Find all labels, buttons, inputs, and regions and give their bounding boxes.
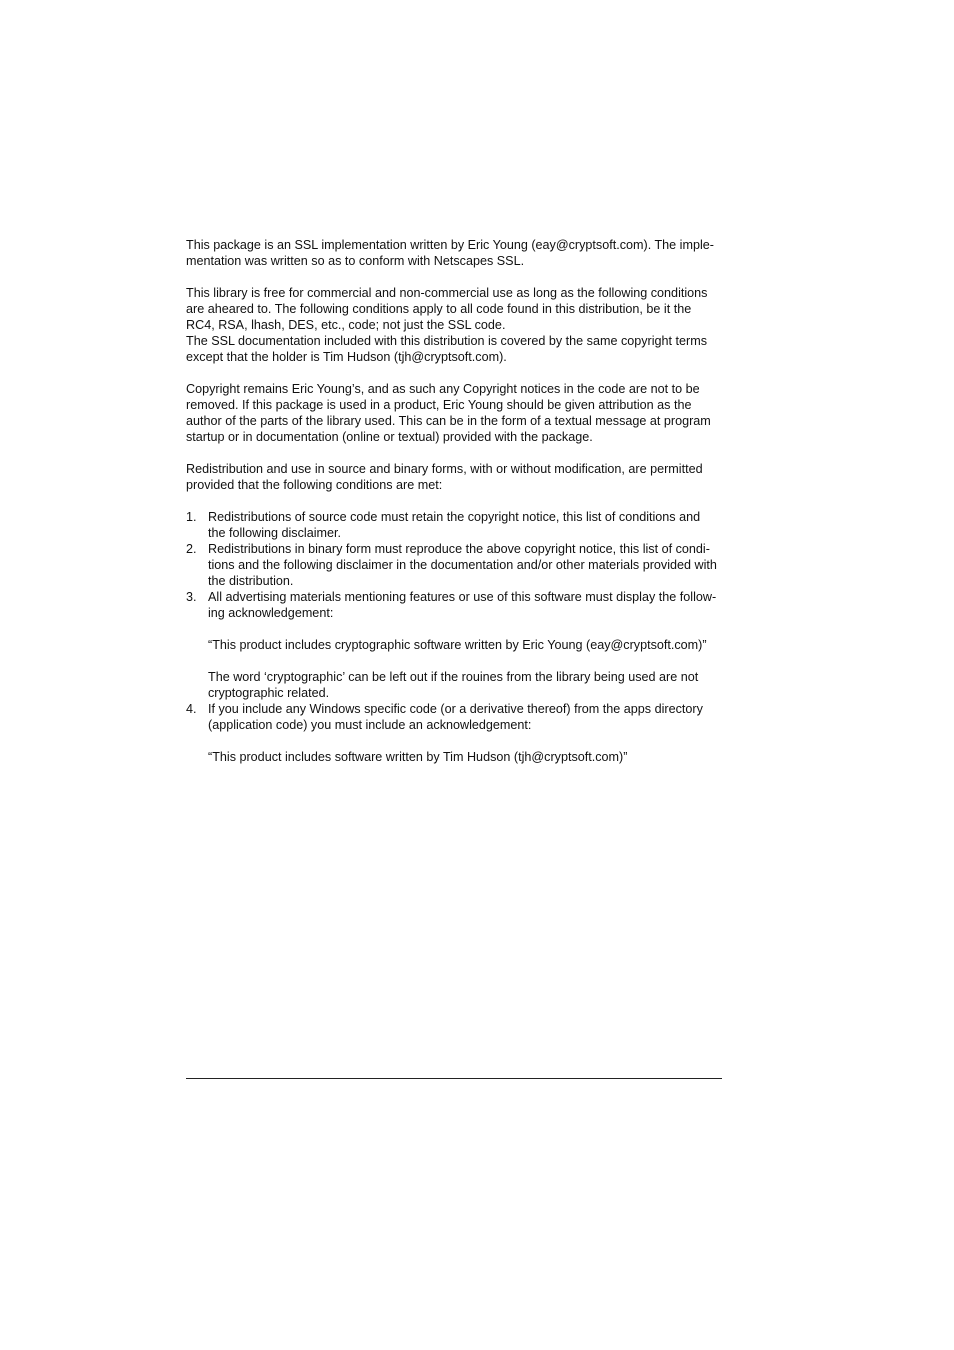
copyright-paragraph: Copyright remains Eric Young’s, and as such any Copyright notices in the code are not to be removed. If this package is used in a product, Eric Young should be given attribution as the author of the parts of the library used. This can be in the form of a textual message at program startup or in documentation (online or textual) provided with the package. — [186, 382, 711, 444]
condition-number: 3. — [186, 590, 197, 604]
condition-text: Redistributions in binary form must reproduce the above copyright notice, this list of condi- tions and the following disclaimer in the documentation and/or other materials provided with the distribution. — [208, 542, 717, 588]
condition-item-4 — [186, 701, 724, 765]
footer-divider — [186, 1078, 722, 1079]
condition-number: 1. — [186, 510, 197, 524]
documentation-terms-paragraph: The SSL documentation included with this distribution is covered by the same copyright terms except that the holder is Tim Hudson (tjh@cryptsoft.com). — [186, 334, 708, 364]
redistribution-paragraph: Redistribution and use in source and binary forms, with or without modification, are permitted provided that the following conditions are met: — [186, 462, 703, 492]
condition-item-2 — [186, 541, 724, 589]
intro-paragraph: This package is an SSL implementation written by Eric Young (eay@cryptsoft.com). The imple- mentation was written so as to conform with Netscapes SSL. — [186, 238, 714, 268]
condition-number: 2. — [186, 542, 197, 556]
condition-text: If you include any Windows specific code (or a derivative thereof) from the apps directory (application code) you must include an acknowledgement: — [208, 702, 703, 732]
condition-note: The word ‘cryptographic’ can be left out if the rouines from the library being used are not cryptographic related. — [208, 670, 699, 700]
condition-item-1 — [186, 509, 724, 541]
acknowledgement-quote: “This product includes software written by Tim Hudson (tjh@cryptsoft.com)” — [208, 750, 628, 764]
license-terms-paragraph: This library is free for commercial and non-commercial use as long as the following conditions are aheared to. The following conditions apply to all code found in this distribution, be it the RC4, RSA, lhash, DES, etc., code; not just the SSL code. — [186, 286, 708, 332]
condition-item-3 — [186, 589, 724, 701]
condition-text: All advertising materials mentioning features or use of this software must display the follow- ing acknowledgement: — [208, 590, 717, 620]
condition-number: 4. — [186, 702, 197, 716]
condition-text: Redistributions of source code must retain the copyright notice, this list of conditions and the following disclaimer. — [208, 510, 701, 540]
acknowledgement-quote: “This product includes cryptographic software written by Eric Young (eay@cryptsoft.com)” — [208, 638, 707, 652]
license-text-body — [186, 237, 724, 765]
conditions-list — [186, 509, 724, 765]
